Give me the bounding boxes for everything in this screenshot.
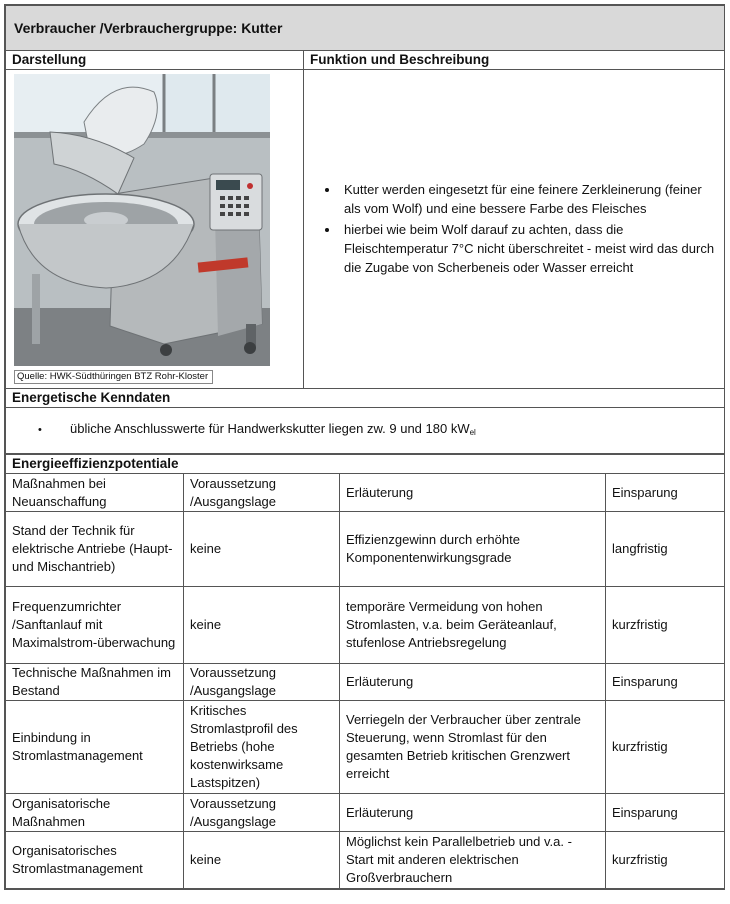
photo-caption: Quelle: HWK-Südthüringen BTZ Rohr-Kloster — [14, 370, 213, 384]
description-item: • Kutter werden eingesetzt für eine feinere Zerkleinerung (feiner als vom Wolf) und eine bessere Farbe des Fleisches — [340, 180, 718, 218]
table-cell: Organisatorische Maßnahmen — [6, 794, 184, 832]
energy-cell — [6, 408, 725, 454]
table-cell: Voraussetzung /Ausgangslage — [184, 664, 340, 701]
kutter-datasheet — [4, 4, 725, 890]
table-cell: Möglichst kein Parallelbetrieb und v.a. -Start mit anderen elektrischen Großverbrauchern — [340, 832, 606, 889]
header-funktion: Funktion und Beschreibung — [304, 51, 725, 70]
table-cell: temporäre Vermeidung von hohen Stromlasten, v.a. beim Geräteanlauf, stufenlose Antriebsregelung — [340, 587, 606, 664]
table-cell: langfristig — [606, 512, 725, 587]
table-cell: Effizienzgewinn durch erhöhte Komponentenwirkungsgrade — [340, 512, 606, 587]
photo-cell — [6, 70, 304, 389]
table-row — [6, 794, 725, 832]
table-cell: kurzfristig — [606, 587, 725, 664]
potentials-table — [5, 454, 725, 889]
kutter-illustration — [14, 74, 270, 366]
table-cell: keine — [184, 587, 340, 664]
table-cell: Erläuterung — [340, 794, 606, 832]
header-darstellung: Darstellung — [6, 51, 304, 70]
table-cell: Einbindung in Stromlastmanagement — [6, 701, 184, 794]
table-cell: Stand der Technik für elektrische Antriebe (Haupt- und Mischantrieb) — [6, 512, 184, 587]
table-row — [6, 832, 725, 889]
table-cell: Voraussetzung /Ausgangslage — [184, 794, 340, 832]
energy-heading: Energetische Kenndaten — [6, 389, 725, 408]
table-cell: Einsparung — [606, 794, 725, 832]
energy-list — [12, 420, 718, 442]
description-list — [314, 180, 718, 277]
table-cell: keine — [184, 512, 340, 587]
kutter-photo — [14, 74, 270, 366]
energy-text: übliche Anschlusswerte für Handwerkskutter liegen zw. 9 und 180 kW — [70, 420, 470, 436]
potentials-heading: Energieeffizienzpotentiale — [6, 455, 725, 474]
page-title: Verbraucher /Verbrauchergruppe: Kutter — [6, 6, 725, 51]
table-cell: Verriegeln der Verbraucher über zentrale Steuerung, wenn Stromlast für den gesamten Betrieb kritischen Grenzwert erreicht — [340, 701, 606, 794]
table-row — [6, 701, 725, 794]
table-cell: Technische Maßnahmen im Bestand — [6, 664, 184, 701]
table-cell: Frequenzumrichter /Sanftanlauf mit Maximalstrom-überwachung — [6, 587, 184, 664]
table-cell: kurzfristig — [606, 832, 725, 889]
table-cell: Einsparung — [606, 664, 725, 701]
table-row — [6, 474, 725, 512]
table-row — [6, 512, 725, 587]
table-cell: Erläuterung — [340, 474, 606, 512]
table-cell: keine — [184, 832, 340, 889]
table-cell: Voraussetzung /Ausgangslage — [184, 474, 340, 512]
energy-subscript: el — [469, 427, 476, 437]
top-table — [5, 5, 725, 454]
description-cell — [304, 70, 725, 389]
description-item: • hierbei wie beim Wolf darauf zu achten, dass die Fleischtemperatur 7°C nicht überschreitet - meist wird das durch die Zugabe von Scherbeneis oder Wasser erreicht — [340, 220, 718, 277]
table-cell: Organisatorisches Stromlastmanagement — [6, 832, 184, 889]
table-cell: Erläuterung — [340, 664, 606, 701]
table-cell: Maßnahmen bei Neuanschaffung — [6, 474, 184, 512]
table-cell: Einsparung — [606, 474, 725, 512]
table-cell: Kritisches Stromlastprofil des Betriebs (hohe kostenwirksame Lastspitzen) — [184, 701, 340, 794]
table-cell: kurzfristig — [606, 701, 725, 794]
table-row — [6, 664, 725, 701]
energy-item — [64, 420, 718, 442]
table-row — [6, 587, 725, 664]
